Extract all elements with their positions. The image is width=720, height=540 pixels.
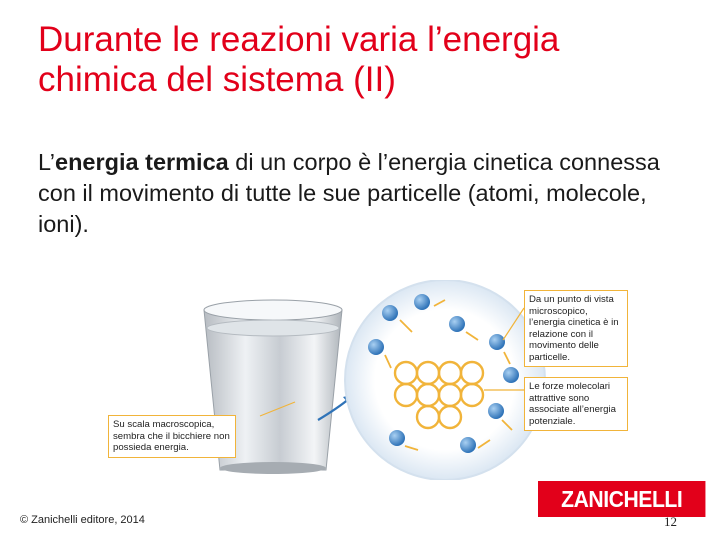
slide-title [38,20,708,100]
macroscopic-note: Su scala macroscopica, sembra che il bicchiere non possieda energia. [108,415,236,458]
molecular-forces-note: Le forze molecolari attrattive sono associate all’energia potenziale. [524,377,628,431]
body-paragraph [38,147,678,240]
title-line-2: chimica del sistema (II) [38,60,396,99]
copyright-text: © Zanichelli editore, 2014 [20,514,145,526]
body-rest: di un corpo è l’energia cinetica connessa con il movimento di tutte le sue particelle (atomi, molecole, ioni). [38,149,660,237]
body-prefix: L’ [38,149,55,175]
page-number: 12 [664,514,677,529]
body-bold-term: energia termica [55,149,229,175]
microscopic-kinetic-note: Da un punto di vista microscopico, l’energia cinetica è in relazione con il movimento delle particelle. [524,290,628,367]
title-line-1: Durante le reazioni varia l’energia [38,20,560,59]
zanichelli-logo: ZANICHELLI [538,481,705,517]
